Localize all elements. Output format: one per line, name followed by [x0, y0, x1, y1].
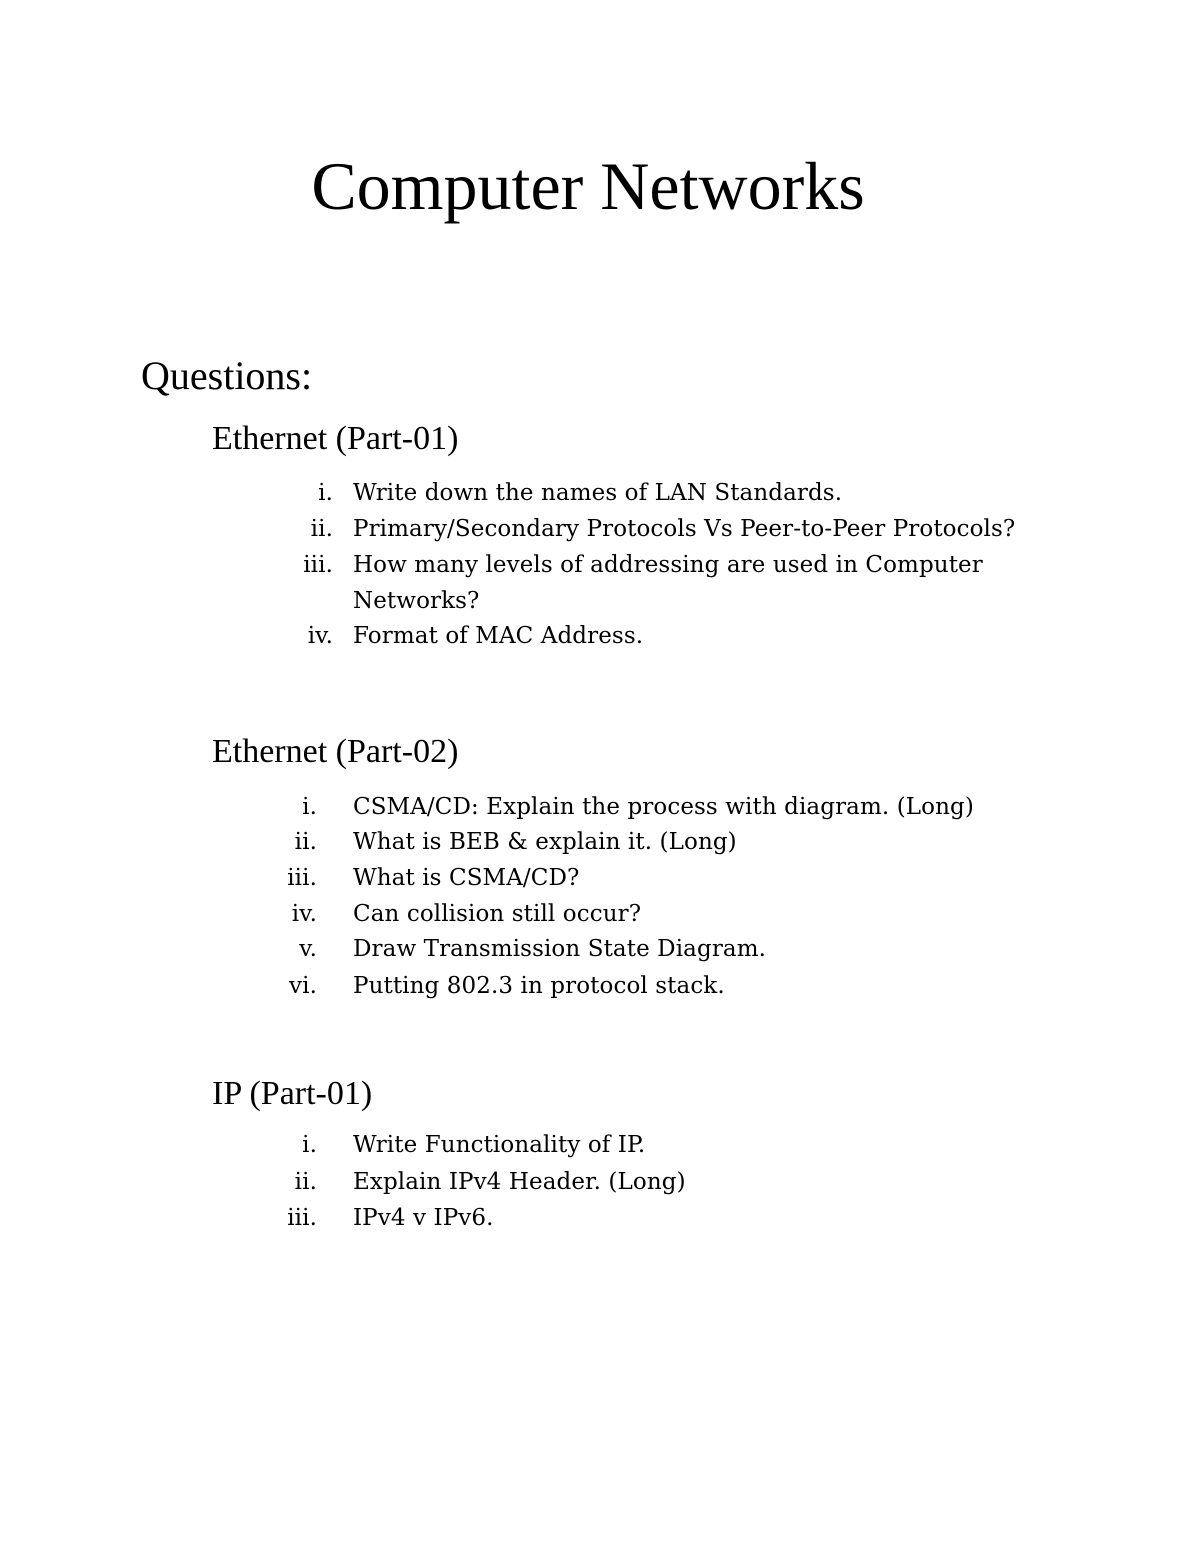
- item-number: i.: [318, 480, 333, 506]
- item-number: vi.: [289, 973, 317, 999]
- item-text-continuation: Networks?: [353, 588, 480, 614]
- item-number: iii.: [287, 865, 317, 891]
- item-number: i.: [302, 794, 317, 820]
- item-text: Write down the names of LAN Standards.: [353, 480, 843, 506]
- item-number: ii.: [294, 1169, 317, 1195]
- item-text: Write Functionality of IP.: [353, 1132, 646, 1158]
- item-number: ii.: [310, 516, 333, 542]
- section-heading-ethernet-part-01: Ethernet (Part-01): [212, 420, 459, 457]
- section-heading-ip-part-01: IP (Part-01): [212, 1075, 373, 1112]
- item-text: What is CSMA/CD?: [353, 865, 580, 891]
- item-text: CSMA/CD: Explain the process with diagram. (Long): [353, 794, 974, 820]
- page-title: Computer Networks: [311, 148, 865, 224]
- item-text: What is BEB & explain it. (Long): [353, 829, 737, 855]
- questions-heading: Questions:: [141, 353, 313, 398]
- item-number: iii.: [303, 552, 333, 578]
- item-text: Draw Transmission State Diagram.: [353, 936, 767, 962]
- item-number: iii.: [287, 1205, 317, 1231]
- item-text: Can collision still occur?: [353, 901, 642, 927]
- section-heading-ethernet-part-02: Ethernet (Part-02): [212, 733, 459, 770]
- item-number: ii.: [294, 829, 317, 855]
- item-text: How many levels of addressing are used in Computer: [353, 552, 983, 578]
- item-text: Primary/Secondary Protocols Vs Peer-to-Peer Protocols?: [353, 516, 1016, 542]
- item-text: Format of MAC Address.: [353, 623, 644, 649]
- item-text: Explain IPv4 Header. (Long): [353, 1169, 686, 1195]
- item-number: iv.: [291, 901, 317, 927]
- item-number: v.: [299, 936, 317, 962]
- item-text: IPv4 v IPv6.: [353, 1205, 494, 1231]
- item-number: i.: [302, 1132, 317, 1158]
- item-text: Putting 802.3 in protocol stack.: [353, 973, 725, 999]
- item-number: iv.: [307, 623, 333, 649]
